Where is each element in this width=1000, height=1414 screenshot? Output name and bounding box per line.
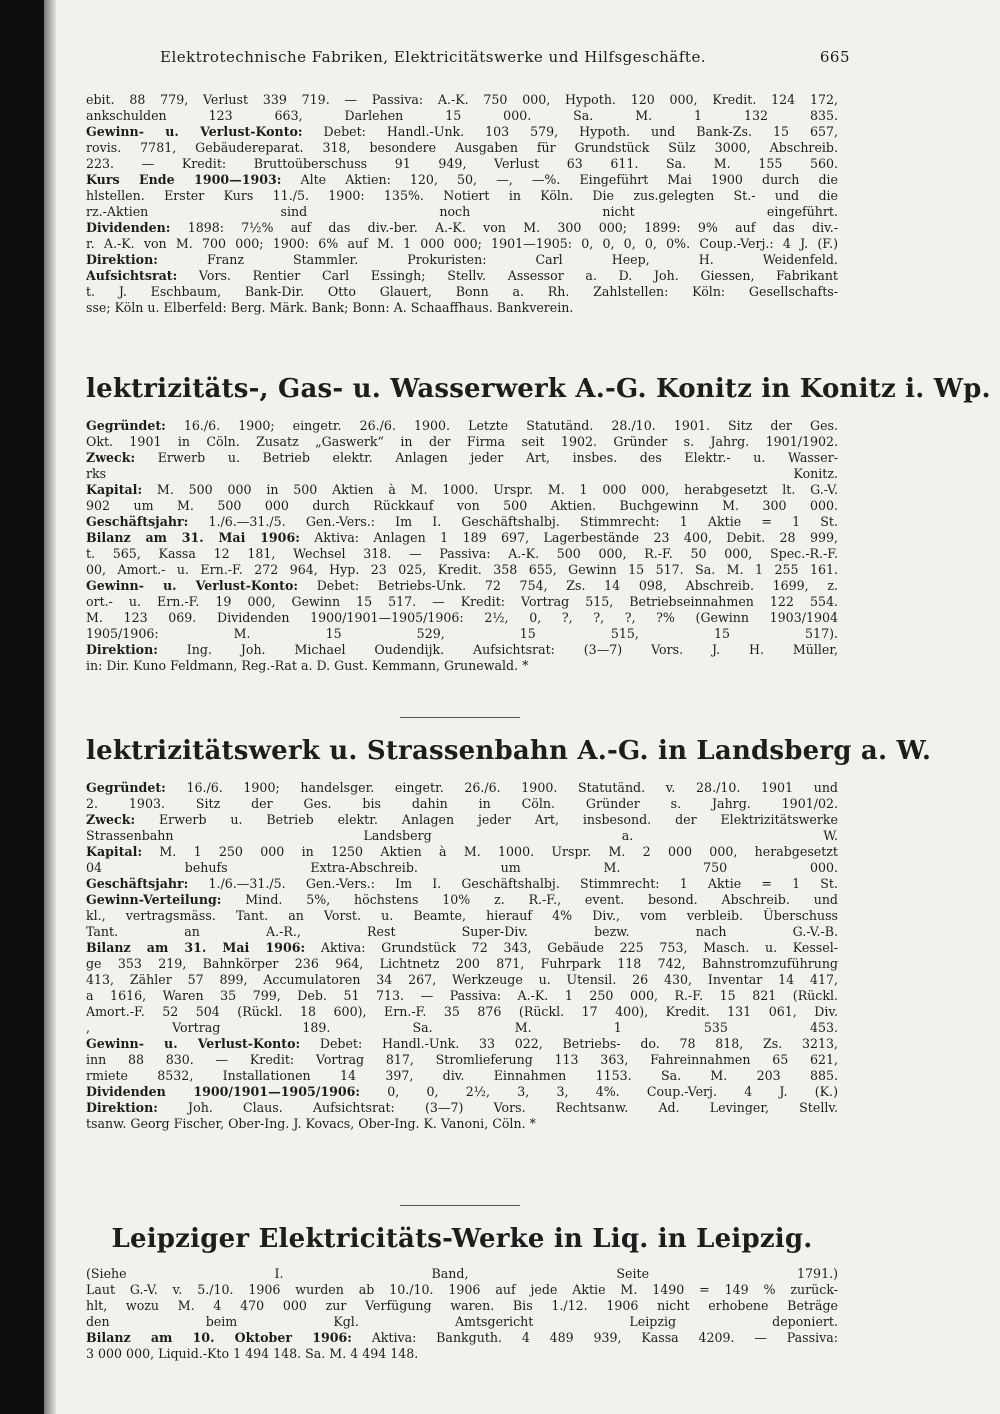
field-text: rks Konitz. (86, 466, 838, 481)
text-line (86, 812, 838, 828)
text-line (86, 924, 838, 940)
field-text: 1./6.—31./5. Gen.-Vers.: Im I. Geschäftshalbj. Stimmrecht: 1 Aktie = 1 St. (188, 514, 838, 529)
text-line (86, 498, 838, 514)
field-text: Tant. an A.-R., Rest Super-Div. bezw. nach G.-V.-B. (86, 924, 838, 939)
field-label: Bilanz am 10. Oktober 1906: (86, 1330, 352, 1345)
text-line (86, 1346, 838, 1362)
section-divider (400, 1205, 520, 1206)
field-text: , Vortrag 189. Sa. M. 1 535 453. (86, 1020, 838, 1035)
field-label: Kapital: (86, 844, 143, 859)
text-line (86, 92, 838, 108)
field-label: Geschäftsjahr: (86, 876, 189, 891)
field-label: Bilanz am 31. Mai 1906: (86, 530, 300, 545)
running-header (160, 48, 850, 70)
text-line (86, 434, 838, 450)
text-line (86, 940, 838, 956)
text-line (86, 530, 838, 546)
text-line (86, 1084, 838, 1100)
field-label: Zweck: (86, 812, 136, 827)
field-text: 1905/1906: M. 15 529, 15 515, 15 517). (86, 626, 838, 641)
field-text: r. A.-K. von M. 700 000; 1900: 6% auf M. 1 000 000; 1901—1905: 0, 0, 0, 0, 0%. Coup.-Verj.: 4 J. (F.) (86, 236, 838, 251)
field-text: rovis. 7781, Gebäudereparat. 318, besondere Ausgaben für Grundstück Sülz 3000, Abschreib. (86, 140, 838, 155)
field-text: Erwerb u. Betrieb elektr. Anlagen jeder Art, insbes. des Elektr.- u. Wasser- (135, 450, 838, 465)
text-line (86, 1004, 838, 1020)
text-line (86, 844, 838, 860)
field-text: Amort.-F. 52 504 (Rückl. 18 600), Ern.-F. 35 876 (Rückl. 17 400), Kredit. 131 061, Div. (86, 1004, 838, 1019)
section-body-leipzig (86, 1266, 838, 1362)
section-divider (400, 717, 520, 718)
field-text: inn 88 830. — Kredit: Vortrag 817, Stromlieferung 113 363, Fahreinnahmen 65 621, (86, 1052, 838, 1067)
field-text: Aktiva: Anlagen 1 189 697, Lagerbestände 23 400, Debit. 28 999, (299, 530, 838, 545)
field-text: sse; Köln u. Elberfeld: Berg. Märk. Bank; Bonn: A. Schaaffhaus. Bankverein. (86, 300, 574, 315)
field-text: 04 behufs Extra-Abschreib. um M. 750 000. (86, 860, 838, 875)
field-label: Geschäftsjahr: (86, 514, 189, 529)
text-line (86, 578, 838, 594)
header-title: Elektrotechnische Fabriken, Elektricitätswerke und Hilfsgeschäfte. (160, 48, 707, 66)
text-line (86, 642, 838, 658)
field-text: ort.- u. Ern.-F. 19 000, Gewinn 15 517. — Kredit: Vortrag 515, Betriebseinnahmen 122 554. (86, 594, 838, 609)
text-line (86, 466, 838, 482)
field-text: tsanw. Georg Fischer, Ober-Ing. J. Kovacs, Ober-Ing. K. Vanoni, Cöln. * (86, 1116, 536, 1131)
text-line (86, 220, 838, 236)
section-heading-landsberg: lektrizitätswerk u. Strassenbahn A.-G. in Landsberg a. W. (86, 736, 932, 766)
text-line (86, 780, 838, 796)
field-text: ankschulden 123 663, Darlehen 15 000. Sa. M. 1 132 835. (86, 108, 838, 123)
text-line (86, 562, 838, 578)
field-text: Alte Aktien: 120, 50, —, —%. Eingeführt Mai 1900 durch die (281, 172, 838, 187)
text-line (86, 1282, 838, 1298)
field-text: hlstellen. Erster Kurs 11./5. 1900: 135%. Notiert in Köln. Die zus.gelegten St.- und die (86, 188, 838, 203)
field-text: 3 000 000, Liquid.-Kto 1 494 148. Sa. M. 4 494 148. (86, 1346, 419, 1361)
field-label: Direktion: (86, 1100, 158, 1115)
text-line (86, 1314, 838, 1330)
text-line (86, 1068, 838, 1084)
field-label: Kurs Ende 1900—1903: (86, 172, 282, 187)
text-line (86, 450, 838, 466)
field-text: Erwerb u. Betrieb elektr. Anlagen jeder Art, insbesond. der Elektrizitätswerke (135, 812, 838, 827)
field-text: M. 500 000 in 500 Aktien à M. 1000. Urspr. M. 1 000 000, herabgesetzt lt. G.-V. (142, 482, 838, 497)
field-label: Zweck: (86, 450, 136, 465)
field-label: Bilanz am 31. Mai 1906: (86, 940, 306, 955)
text-line (86, 188, 838, 204)
text-line (86, 236, 838, 252)
text-line (86, 418, 838, 434)
field-text: ge 353 219, Bahnkörper 236 964, Lichtnetz 200 871, Fuhrpark 118 742, Bahnstromzuführung (86, 956, 838, 971)
field-text: 16./6. 1900; eingetr. 26./6. 1900. Letzte Statutänd. 28./10. 1901. Sitz der Ges. (165, 418, 838, 433)
text-line (86, 1330, 838, 1346)
field-label: Gegründet: (86, 780, 166, 795)
text-line (86, 514, 838, 530)
field-text: M. 123 069. Dividenden 1900/1901—1905/1906: 2½, 0, ?, ?, ?, ?% (Gewinn 1903/1904 (86, 610, 838, 625)
text-line (86, 658, 838, 674)
field-label: Gewinn- u. Verlust-Konto: (86, 578, 299, 593)
section-continuation (86, 92, 838, 316)
text-line (86, 594, 838, 610)
section-body-konitz (86, 418, 838, 674)
section-body-landsberg (86, 780, 838, 1132)
section-heading-konitz: lektrizitäts-, Gas- u. Wasserwerk A.-G. Konitz in Konitz i. Wp. (86, 374, 991, 404)
field-text: Okt. 1901 in Cöln. Zusatz „Gaswerk“ in der Firma seit 1902. Gründer s. Jahrg. 1901/1902. (86, 434, 838, 449)
text-line (86, 988, 838, 1004)
field-text: Mind. 5%, höchstens 10% z. R.-F., event. besond. Abschreib. und (221, 892, 838, 907)
field-text: Ing. Joh. Michael Oudendijk. Aufsichtsrat: (3—7) Vors. J. H. Müller, (157, 642, 838, 657)
field-label: Aufsichtsrat: (86, 268, 178, 283)
text-line (86, 546, 838, 562)
text-line (86, 108, 838, 124)
field-text: 2. 1903. Sitz der Ges. bis dahin in Cöln. Gründer s. Jahrg. 1901/02. (86, 796, 838, 811)
field-text: 223. — Kredit: Bruttoüberschuss 91 949, Verlust 63 611. Sa. M. 155 560. (86, 156, 838, 171)
field-text: ebit. 88 779, Verlust 339 719. — Passiva: A.-K. 750 000, Hypoth. 120 000, Kredit. 124 172, (86, 92, 838, 107)
field-text: Joh. Claus. Aufsichtsrat: (3—7) Vors. Rechtsanw. Ad. Levinger, Stellv. (157, 1100, 838, 1115)
field-label: Gewinn-Verteilung: (86, 892, 222, 907)
text-line (86, 204, 838, 220)
field-text: Aktiva: Grundstück 72 343, Gebäude 225 753, Masch. u. Kessel- (305, 940, 838, 955)
field-label: Gewinn- u. Verlust-Konto: (86, 124, 303, 139)
field-text: Debet: Handl.-Unk. 103 579, Hypoth. und Bank-Zs. 15 657, (302, 124, 838, 139)
binding-gutter (44, 0, 56, 1414)
field-text: M. 1 250 000 in 1250 Aktien à M. 1000. Urspr. M. 2 000 000, herabgesetzt (142, 844, 838, 859)
text-line (86, 156, 838, 172)
text-line (86, 956, 838, 972)
text-line (86, 876, 838, 892)
section-heading-leipzig: Leipziger Elektricitäts-Werke in Liq. in Leipzig. (111, 1224, 813, 1254)
field-text: den beim Kgl. Amtsgericht Leipzig deponiert. (86, 1314, 838, 1329)
field-text: 16./6. 1900; handelsger. eingetr. 26./6. 1900. Statutänd. v. 28./10. 1901 und (165, 780, 838, 795)
field-text: Debet: Handl.-Unk. 33 022, Betriebs- do. 78 818, Zs. 3213, (300, 1036, 838, 1051)
text-line (86, 972, 838, 988)
field-text: 1./6.—31./5. Gen.-Vers.: Im I. Geschäftshalbj. Stimmrecht: 1 Aktie = 1 St. (188, 876, 838, 891)
field-label: Direktion: (86, 642, 158, 657)
field-label: Dividenden: (86, 220, 171, 235)
text-line (86, 610, 838, 626)
field-label: Kapital: (86, 482, 143, 497)
text-line (86, 252, 838, 268)
text-line (86, 860, 838, 876)
text-line (86, 124, 838, 140)
text-line (86, 1052, 838, 1068)
field-label: Gewinn- u. Verlust-Konto: (86, 1036, 301, 1051)
text-line (86, 892, 838, 908)
text-line (86, 908, 838, 924)
field-text: Laut G.-V. v. 5./10. 1906 wurden ab 10./10. 1906 auf jede Aktie M. 1490 = 149 % zurück- (86, 1282, 838, 1297)
field-text: kl., vertragsmäss. Tant. an Vorst. u. Beamte, hierauf 4% Div., vom verbleib. Überschuss (86, 908, 838, 923)
field-label: Dividenden 1900/1901—1905/1906: (86, 1084, 361, 1099)
text-line (86, 1100, 838, 1116)
text-line (86, 1036, 838, 1052)
text-line (86, 1020, 838, 1036)
field-text: t. 565, Kassa 12 181, Wechsel 318. — Passiva: A.-K. 500 000, R.-F. 50 000, Spec.-R.-F. (86, 546, 838, 561)
field-text: a 1616, Waren 35 799, Deb. 51 713. — Passiva: A.-K. 1 250 000, R.-F. 15 821 (Rückl. (86, 988, 838, 1003)
field-label: Direktion: (86, 252, 158, 267)
field-text: Aktiva: Bankguth. 4 489 939, Kassa 4209. — Passiva: (351, 1330, 838, 1345)
field-text: hlt, wozu M. 4 470 000 zur Verfügung waren. Bis 1./12. 1906 nicht erhobene Beträge (86, 1298, 838, 1313)
field-text: 1898: 7½% auf das div.-ber. A.-K. von M. 300 000; 1899: 9% auf das div.- (170, 220, 838, 235)
text-line (86, 140, 838, 156)
field-label: Gegründet: (86, 418, 166, 433)
field-text: t. J. Eschbaum, Bank-Dir. Otto Glauert, Bonn a. Rh. Zahlstellen: Köln: Gesellschafts- (86, 284, 838, 299)
field-text: 00, Amort.- u. Ern.-F. 272 964, Hyp. 23 025, Kredit. 358 655, Gewinn 15 517. Sa. M. 1 255 161. (86, 562, 838, 577)
section-note: (Siehe I. Band, Seite 1791.) (86, 1266, 838, 1281)
field-text: 0, 0, 2½, 3, 3, 4%. Coup.-Verj. 4 J. (K.) (360, 1084, 838, 1099)
page-number: 665 (819, 48, 850, 66)
text-line (86, 300, 838, 316)
text-line (86, 828, 838, 844)
text-line (86, 626, 838, 642)
text-line (86, 1298, 838, 1314)
text-line (86, 482, 838, 498)
field-text: Strassenbahn Landsberg a. W. (86, 828, 838, 843)
field-text: in: Dir. Kuno Feldmann, Reg.-Rat a. D. Gust. Kemmann, Grunewald. * (86, 658, 529, 673)
field-text: 902 um M. 500 000 durch Rückkauf von 500 Aktien. Buchgewinn M. 300 000. (86, 498, 838, 513)
field-text: rmiete 8532, Installationen 14 397, div. Einnahmen 1153. Sa. M. 203 885. (86, 1068, 838, 1083)
field-text: 413, Zähler 57 899, Accumulatoren 34 267, Werkzeuge u. Utensil. 26 430, Inventar 14 417, (86, 972, 838, 987)
text-line (86, 268, 838, 284)
field-text: Vors. Rentier Carl Essingh; Stellv. Assessor a. D. Joh. Giessen, Fabrikant (177, 268, 838, 283)
text-line (86, 284, 838, 300)
text-line (86, 1116, 838, 1132)
field-text: rz.-Aktien sind noch nicht eingeführt. (86, 204, 838, 219)
text-line (86, 796, 838, 812)
text-line (86, 172, 838, 188)
field-text: Debet: Betriebs-Unk. 72 754, Zs. 14 098, Abschreib. 1699, z. (298, 578, 838, 593)
field-text: Franz Stammler. Prokuristen: Carl Heep, H. Weidenfeld. (157, 252, 838, 267)
